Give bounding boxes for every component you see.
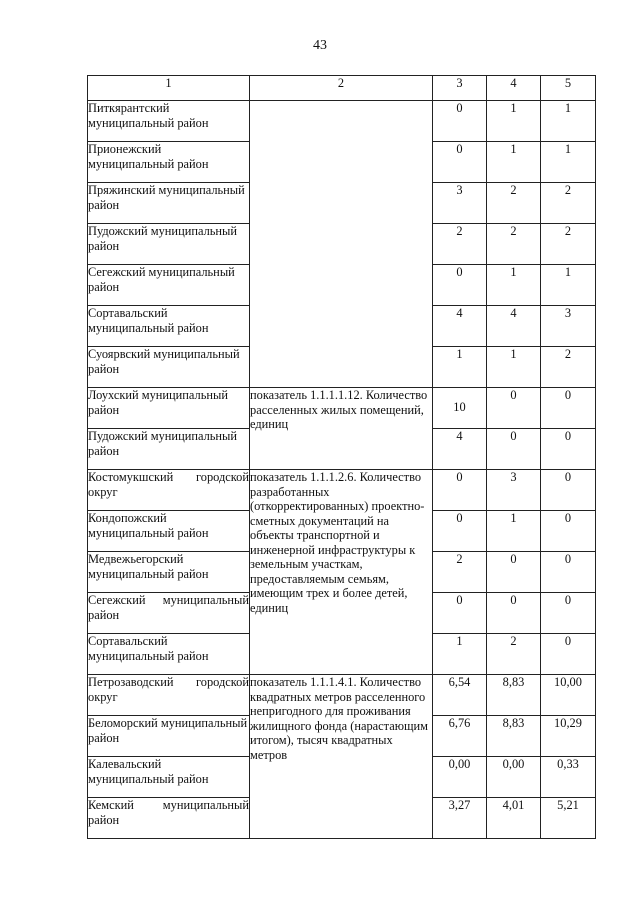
value-col4: 2 bbox=[487, 183, 541, 224]
table-row bbox=[88, 470, 596, 511]
value-col4: 1 bbox=[487, 347, 541, 388]
municipality-name: Пудожский муниципальный район bbox=[88, 224, 250, 265]
value-col3: 0 bbox=[433, 142, 487, 183]
municipality-name: Суоярвский муниципальный район bbox=[88, 347, 250, 388]
municipality-name: Кондопожский муниципальный район bbox=[88, 511, 250, 552]
table-row bbox=[88, 388, 596, 429]
value-col3: 1 bbox=[433, 347, 487, 388]
column-header-4: 4 bbox=[487, 76, 541, 101]
value-col5: 0 bbox=[541, 552, 596, 593]
value-col5: 0 bbox=[541, 388, 596, 429]
municipality-name: Лоухский муниципальный район bbox=[88, 388, 250, 429]
municipality-name: Беломорский муниципальный район bbox=[88, 716, 250, 757]
municipality-name: Сегежский муниципальный район bbox=[88, 593, 250, 634]
value-col5: 1 bbox=[541, 265, 596, 306]
value-col3: 3 bbox=[433, 183, 487, 224]
value-col3: 1 bbox=[433, 634, 487, 675]
table-header-row bbox=[88, 76, 596, 101]
value-col5: 10,00 bbox=[541, 675, 596, 716]
value-col4: 0 bbox=[487, 552, 541, 593]
value-col3: 6,76 bbox=[433, 716, 487, 757]
program-indicators-table bbox=[87, 75, 596, 839]
indicator-description: показатель 1.1.1.2.6. Количество разработанных (откорректированных) проектно-сметных документаций на объекты транспортной и инженерной инфраструктуры к земельным участкам, предоставляемым семьям, имеющим трех и более детей, единиц bbox=[250, 470, 433, 675]
page-number: 43 bbox=[313, 38, 327, 53]
table-row bbox=[88, 675, 596, 716]
value-col5: 0 bbox=[541, 511, 596, 552]
column-header-2: 2 bbox=[250, 76, 433, 101]
value-col3: 2 bbox=[433, 224, 487, 265]
municipality-name: Прионежский муниципальный район bbox=[88, 142, 250, 183]
value-col3: 0 bbox=[433, 101, 487, 142]
value-col4: 0 bbox=[487, 429, 541, 470]
municipality-name: Питкярантский муниципальный район bbox=[88, 101, 250, 142]
value-col4: 0 bbox=[487, 388, 541, 429]
value-col5: 0 bbox=[541, 470, 596, 511]
value-col3: 0,00 bbox=[433, 757, 487, 798]
value-col3: 3,27 bbox=[433, 798, 487, 839]
value-col5: 2 bbox=[541, 183, 596, 224]
municipality-name: Сортавальский муниципальный район bbox=[88, 634, 250, 675]
value-col4: 1 bbox=[487, 101, 541, 142]
value-col5: 3 bbox=[541, 306, 596, 347]
column-header-5: 5 bbox=[541, 76, 596, 101]
value-col3: 4 bbox=[433, 429, 487, 470]
value-col3: 6,54 bbox=[433, 675, 487, 716]
value-col5: 0 bbox=[541, 429, 596, 470]
municipality-name: Пряжинский муниципальный район bbox=[88, 183, 250, 224]
indicator-description bbox=[250, 101, 433, 388]
value-col4: 0 bbox=[487, 593, 541, 634]
value-col5: 5,21 bbox=[541, 798, 596, 839]
value-col4: 4,01 bbox=[487, 798, 541, 839]
value-col4: 4 bbox=[487, 306, 541, 347]
value-col4: 3 bbox=[487, 470, 541, 511]
indicator-description: показатель 1.1.1.1.12. Количество расселенных жилых помещений, единиц bbox=[250, 388, 433, 470]
municipality-name: Кемский муниципальный район bbox=[88, 798, 250, 839]
value-col4: 1 bbox=[487, 142, 541, 183]
value-col4: 8,83 bbox=[487, 716, 541, 757]
municipality-name: Пудожский муниципальный район bbox=[88, 429, 250, 470]
value-col5: 0,33 bbox=[541, 757, 596, 798]
value-col4: 8,83 bbox=[487, 675, 541, 716]
value-col5: 1 bbox=[541, 101, 596, 142]
value-col5: 2 bbox=[541, 347, 596, 388]
value-col3: 4 bbox=[433, 306, 487, 347]
indicator-description: показатель 1.1.1.4.1. Количество квадратных метров расселенного непригодного для проживания жилищного фонда (нарастающим итогом), тысяч квадратных метров bbox=[250, 675, 433, 839]
value-col3: 0 bbox=[433, 511, 487, 552]
municipality-name: Калевальский муниципальный район bbox=[88, 757, 250, 798]
municipality-name: Сортавальский муниципальный район bbox=[88, 306, 250, 347]
value-col5: 0 bbox=[541, 634, 596, 675]
value-col3: 2 bbox=[433, 552, 487, 593]
column-header-3: 3 bbox=[433, 76, 487, 101]
municipality-name: Петрозаводский городской округ bbox=[88, 675, 250, 716]
municipality-name: Медвежьегорский муниципальный район bbox=[88, 552, 250, 593]
value-col3: 0 bbox=[433, 265, 487, 306]
table-row bbox=[88, 101, 596, 142]
value-col4: 0,00 bbox=[487, 757, 541, 798]
value-col3: 0 bbox=[433, 593, 487, 634]
value-col4: 1 bbox=[487, 265, 541, 306]
municipality-name: Костомукшский городской округ bbox=[88, 470, 250, 511]
value-col5: 0 bbox=[541, 593, 596, 634]
value-col4: 2 bbox=[487, 224, 541, 265]
municipality-name: Сегежский муниципальный район bbox=[88, 265, 250, 306]
value-col5: 10,29 bbox=[541, 716, 596, 757]
value-col3: 0 bbox=[433, 470, 487, 511]
value-col5: 2 bbox=[541, 224, 596, 265]
value-col3: 10 bbox=[433, 388, 487, 429]
value-col4: 2 bbox=[487, 634, 541, 675]
column-header-1: 1 bbox=[88, 76, 250, 101]
value-col5: 1 bbox=[541, 142, 596, 183]
value-col4: 1 bbox=[487, 511, 541, 552]
